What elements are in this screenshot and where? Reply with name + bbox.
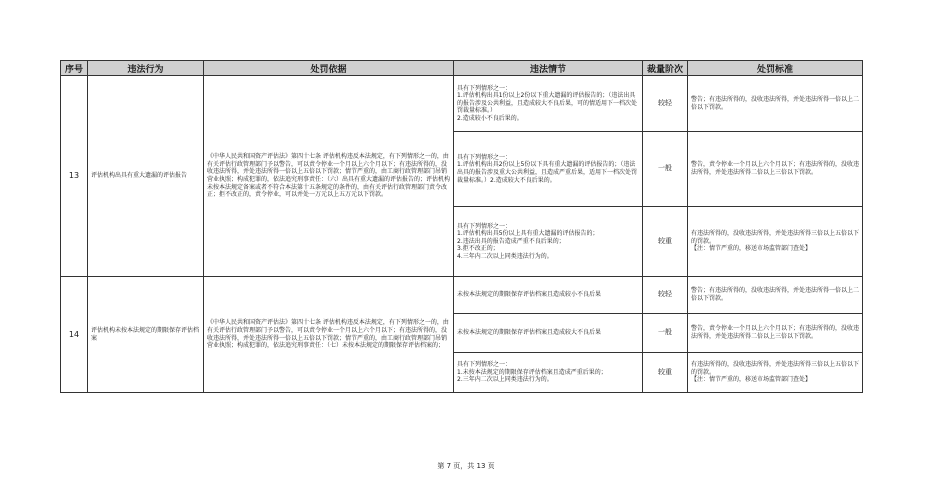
- header-violation: 违法行为: [88, 61, 204, 76]
- header-circumstance: 违法情节: [454, 61, 643, 76]
- basis-cell: 《中华人民共和国资产评估法》第四十七条 评估机构违反本法规定，有下列情形之一的，由有关评估行政管理部门予以警告，可以责令停业一个月以上六个月以下；有违法所得的，没收违法所得，并处违法所得一倍以上五倍以下罚款；情节严重的，由工商行政管理部门吊销营业执照；构成犯罪的，依法追究刑事责任：（七）未按本法规定的期限保存评估档案的；: [204, 277, 454, 393]
- penalty-discretion-table: [60, 60, 863, 393]
- standard-cell: 警告；有违法所得的，没收违法所得，并处违法所得一倍以上二倍以下罚款。: [688, 277, 863, 314]
- standard-cell: 警告；有违法所得的，没收违法所得，并处违法所得一倍以上二倍以下罚款。: [688, 76, 863, 132]
- circumstance-cell: 未按本法规定的期限保存评估档案且造成较小不良后果: [454, 277, 643, 314]
- circumstance-cell: 具有下列情形之一： 1.评估机构出具2份以上5份以下具有重大遗漏的评估报告的；（违法出具的报告涉及重大公共利益，且造成严重后果，适用下一档次处罚裁量标准。）2.造成较大不良后果的。: [454, 132, 643, 207]
- standard-cell: 警告，责令停业一个月以上六个月以下；有违法所得的，没收违法所得，并处违法所得二倍以上三倍以下罚款。: [688, 132, 863, 207]
- header-level: 裁量阶次: [643, 61, 688, 76]
- standard-cell: 有违法所得的，没收违法所得，并处违法所得三倍以上五倍以下的罚款。 【注：情节严重的，移送市场监管部门查处】: [688, 353, 863, 393]
- seq-cell: 14: [61, 277, 88, 393]
- circumstance-cell: 具有下列情形之一： 1.评估机构出具5份以上具有重大遗漏的评估报告的； 2.违法出具的报告造成严重不良后果的； 3.拒不改正的； 4.三年内二次以上同类违法行为的。: [454, 207, 643, 277]
- header-seq: 序号: [61, 61, 88, 76]
- level-cell: 较重: [643, 207, 688, 277]
- standard-cell: 有违法所得的，没收违法所得，并处违法所得三倍以上五倍以下的罚款。 【注：情节严重的，移送市场监管部门查处】: [688, 207, 863, 277]
- seq-cell: 13: [61, 76, 88, 277]
- circumstance-cell: 未按本法规定的期限保存评估档案且造成较大不良后果: [454, 314, 643, 353]
- table-header-row: [61, 61, 863, 76]
- level-cell: 较轻: [643, 76, 688, 132]
- violation-cell: 评估机构出具有重大遗漏的评估报告: [88, 76, 204, 277]
- circumstance-cell: 具有下列情形之一： 1.未按本法规定的期限保存评估档案且造成严重后果的； 2.三年内二次以上同类违法行为的。: [454, 353, 643, 393]
- basis-cell: 《中华人民共和国资产评估法》第四十七条 评估机构违反本法规定，有下列情形之一的，由有关评估行政管理部门予以警告，可以责令停业一个月以上六个月以下；有违法所得的，没收违法所得，并处违法所得一倍以上五倍以下罚款；情节严重的，由工商行政管理部门吊销营业执照；构成犯罪的，依法追究刑事责任：（六）出具有重大遗漏的评估报告的；评估机构未按本法规定备案或者不符合本法第十五条规定的条件的，由有关评估行政管理部门责令改正；拒不改正的，责令停业，可以并处一万元以上五万元以下罚款。: [204, 76, 454, 277]
- header-basis: 处罚依据: [204, 61, 454, 76]
- level-cell: 一般: [643, 314, 688, 353]
- header-standard: 处罚标准: [688, 61, 863, 76]
- violation-cell: 评估机构未按本法规定的期限保存评估档案: [88, 277, 204, 393]
- level-cell: 一般: [643, 132, 688, 207]
- table-row: [61, 76, 863, 132]
- standard-cell: 警告，责令停业一个月以上六个月以下；有违法所得的，没收违法所得，并处违法所得二倍以上三倍以下罚款。: [688, 314, 863, 353]
- level-cell: 较轻: [643, 277, 688, 314]
- page-footer: 第 7 页，共 13 页: [437, 462, 495, 470]
- level-cell: 较重: [643, 353, 688, 393]
- circumstance-cell: 具有下列情形之一： 1.评估机构出具1份以上2份以下重大遗漏的评估报告的；（违法出具的报告涉及公共利益，且造成较大不良后果，可的情适用下一档次处罚裁量标准。） 2.造成较小不良后果的。: [454, 76, 643, 132]
- table-row: [61, 277, 863, 314]
